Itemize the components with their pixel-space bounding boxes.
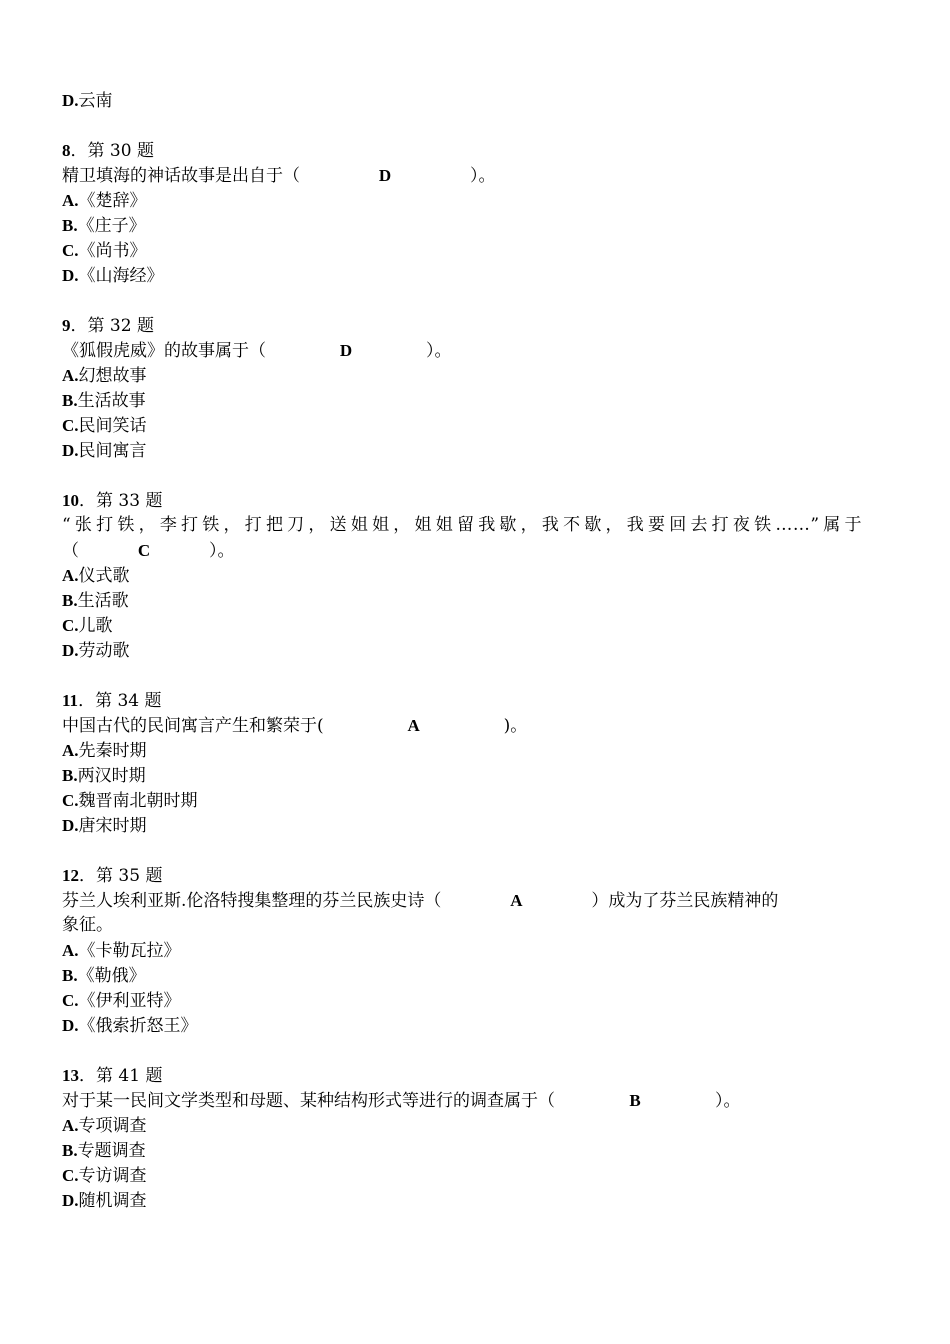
question-stem-continued: （ C ）。 (62, 538, 862, 563)
answer-letter: C (137, 541, 151, 560)
option-line: C.儿歌 (62, 616, 113, 636)
answer-letter: B (629, 1091, 641, 1110)
option-line: A.仪式歌 (62, 566, 130, 586)
question-header: 11．第 34 题 (62, 691, 162, 711)
option-line: D.《俄索折怒王》 (62, 1016, 198, 1036)
option-line: B.生活故事 (62, 391, 146, 411)
question-stem: “张打铁，李打铁，打把刀，送姐姐，姐姐留我歇，我不歇，我要回去打夜铁……”属于 (62, 515, 862, 535)
option-line: A.《楚辞》 (62, 191, 147, 211)
question-header: 10．第 33 题 (62, 491, 163, 511)
answer-letter: A (510, 891, 523, 910)
question-stem: 《狐假虎威》的故事属于（ D ）。 (62, 338, 862, 363)
question-header: 9．第 32 题 (62, 316, 154, 336)
option-line: A.幻想故事 (62, 366, 147, 386)
option-line: C.专访调查 (62, 1166, 147, 1186)
question-header: 13．第 41 题 (62, 1066, 163, 1086)
question-stem: 芬兰人埃利亚斯.伦洛特搜集整理的芬兰民族史诗（ A ）成为了芬兰民族精神的 (62, 888, 862, 913)
option-line: D.随机调查 (62, 1191, 147, 1211)
option-line: B.《庄子》 (62, 216, 146, 236)
option-line: B.《勒俄》 (62, 966, 146, 986)
question-block (62, 1063, 862, 1213)
option-line: A.专项调查 (62, 1116, 147, 1136)
document-page (62, 88, 862, 1213)
question-stem: 精卫填海的神话故事是出自于（ D ）。 (62, 163, 862, 188)
option-line: C.民间笑话 (62, 416, 147, 436)
option-text: 云南 (78, 91, 113, 111)
question-block (62, 688, 862, 838)
question-stem: 中国古代的民间寓言产生和繁荣于( A )。 (62, 713, 862, 738)
question-block (62, 863, 862, 1038)
option-line: D.劳动歌 (62, 641, 130, 661)
option-line: D.唐宋时期 (62, 816, 147, 836)
question-block (62, 138, 862, 288)
question-header: 8．第 30 题 (62, 141, 154, 161)
option-line: B.两汉时期 (62, 766, 146, 786)
option-line: C.魏晋南北朝时期 (62, 791, 198, 811)
option-line: C.《尚书》 (62, 241, 147, 261)
question-stem: 对于某一民间文学类型和母题、某种结构形式等进行的调查属于（ B ）。 (62, 1088, 862, 1113)
option-line: C.《伊利亚特》 (62, 991, 181, 1011)
option-line (62, 88, 862, 113)
question-stem-continued: 象征。 (62, 915, 113, 935)
question-block (62, 488, 862, 663)
question-block (62, 313, 862, 463)
option-line: A.先秦时期 (62, 741, 147, 761)
option-line: B.生活歌 (62, 591, 129, 611)
answer-letter: D (378, 166, 392, 185)
option-line: A.《卡勒瓦拉》 (62, 941, 181, 961)
option-letter: D. (62, 91, 79, 110)
answer-letter: D (339, 341, 353, 360)
option-line: D.民间寓言 (62, 441, 147, 461)
answer-letter: A (407, 716, 420, 735)
option-line: D.《山海经》 (62, 266, 164, 286)
question-header: 12．第 35 题 (62, 866, 163, 886)
option-line: B.专题调查 (62, 1141, 146, 1161)
